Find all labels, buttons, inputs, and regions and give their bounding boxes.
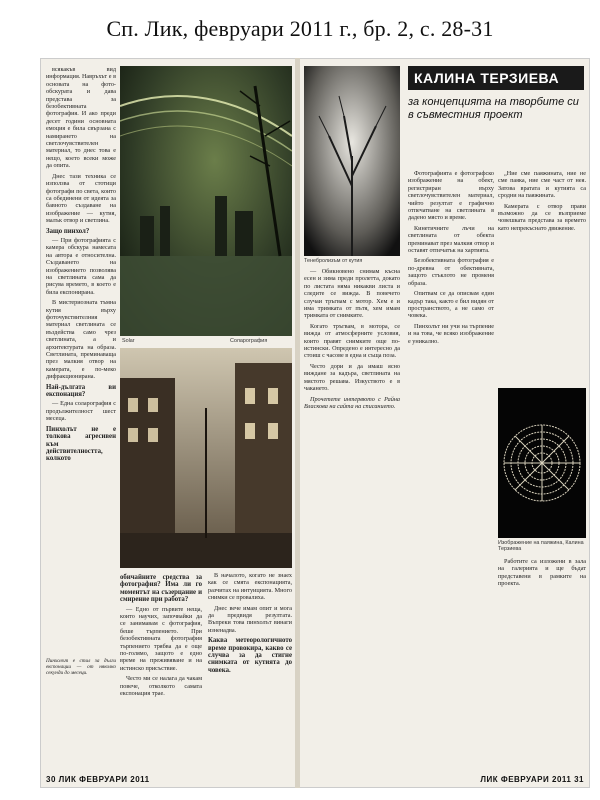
subhead: Каква метеорологичното време провокира, какво се случва за да стигне снимката от кутията до човека. <box>208 637 292 674</box>
page-number: 31 <box>574 775 584 784</box>
photo-caption-solar: Solar <box>122 338 135 344</box>
paragraph: — Една соларография с продължителност шест месеца. <box>46 400 116 423</box>
citation-header: Сп. Лик, февруари 2011 г., бр. 2, с. 28-31 <box>106 16 494 41</box>
article-subtitle: за концепцията на творбите си в съвместния проект <box>408 96 579 121</box>
page-number: 30 <box>46 775 56 784</box>
subhead: Най-дългата ви експонация? <box>46 383 116 399</box>
paragraph: Често ми се налага да чакам повече, отколкото самата експонация трае. <box>120 675 202 698</box>
magazine-name: ЛИК <box>58 775 77 784</box>
magazine-name: ЛИК <box>480 775 499 784</box>
left-footnote: Пинхолът е стил за дълги експонации — от няколко секунди до месеци. <box>46 658 116 677</box>
paragraph: Безобективната фотография е по-древна от обективната, защото стъклото не променя образа. <box>408 257 494 287</box>
photo-caption-solarography: Соларография <box>230 338 268 344</box>
paragraph: Пинхолът ни учи на търпение и на това, че всяко изображение е уникално. <box>408 322 494 345</box>
paragraph: — Едно от първите неща, които научих, започвайки да се занимавам с фотография, беше търпението. При безобективната фотография търпението трябва да е още по-голямо, защото е едно време на преживяване и на истинско присъствие. <box>120 605 202 672</box>
photo-spiral-web <box>498 388 586 538</box>
paragraph: Когато тръгвам, в мотора, се вижда от атмосферните условия, които правят снимките още по-истински. Опредено е интересно да стоиш с часове в една и съща поза. <box>304 322 400 360</box>
article-title: КАЛИНА ТЕРЗИЕВА <box>408 66 584 90</box>
magazine-spread <box>40 58 590 788</box>
right-column-3 <box>498 170 586 380</box>
paragraph: — Обикновено снимам късна есен и зима преди пролетта, докато по листата няма никакви листа и следите се вижда. В повечето случаи тръгвам с мотор. Хем е и има тримката от пътя, хем имам тримката от снимките. <box>304 268 400 320</box>
right-column-1 <box>304 268 400 768</box>
right-column-2 <box>408 170 494 770</box>
issue-date: ФЕВРУАРИ 2011 <box>79 775 150 784</box>
paragraph: Камерата с отвор прави възможно да се възприеме човешката представа за времето като непрекъснато движение. <box>498 202 586 232</box>
photo-caption-spiral: Изображение на паяжина, Калина Терзиева <box>498 540 584 552</box>
right-footer <box>480 775 584 784</box>
left-footer <box>46 775 150 784</box>
paragraph: „Ние сме паяжината, ние не сме паяка, ние сме част от нея. Затова вратата и кутията са сродни на паяжината. <box>498 170 586 200</box>
left-column-3 <box>208 572 292 772</box>
photo-street <box>120 348 292 568</box>
paragraph: Днес вече имам опит и мога да предвидя резултата. Въпреки това пинхолът винаги изненадва. <box>208 604 292 634</box>
photo-solarography <box>120 66 292 336</box>
credit-line: Прочетете интервюто с Райна Власкова на сайта на списанието. <box>304 395 400 410</box>
right-column-3b <box>498 558 586 768</box>
right-page <box>300 58 590 788</box>
paragraph: Фотографията е фотографско изображение на обект, регистриран върху светлочувствителен материал, чийто резултат е графично отпечатване на светлината в дадено място и време. <box>408 170 494 222</box>
paragraph: Работите са изложени в зала на галерията и ще бъдат представени в рамките на проекта. <box>498 558 586 588</box>
paragraph: Кинетичните лъчи на светлината от обекта преминават през малкия отвор и оставят отпечатък на хартията. <box>408 224 494 255</box>
paragraph: Днес тази техника се използва от стотици фотографи по света, които са обединени от идеята за бавното създаване на изображение — кутия, малък отвор и светлина. <box>46 172 116 225</box>
paragraph: В мистериозната тъмна кутия върху фоточувствителния материал светлината се въздейства само чрез светлината, а и архитектурата на образа. Светлината, преминаваща през малкия отвор на камерата, е по-меко дифракционирана. <box>46 299 116 381</box>
paragraph: В началото, когато не знаех как се смята експонацията, разчитах на интуицията. Много снимки се провалиха. <box>208 572 292 602</box>
subhead: обичайните средства за фотография? Има ли го моментът на съзерцание и смирение при работа? <box>120 574 202 604</box>
paragraph: — При фотографията с камера обскура намесата на автора е относителна. Създаването на изображението позволява на светлината сама да рисува времето, в което е била експонирана. <box>46 236 116 296</box>
issue-date: ФЕВРУАРИ 2011 <box>500 775 572 784</box>
photo-box-tree <box>304 66 400 256</box>
left-column-2 <box>120 572 202 772</box>
paragraph: Опитвам се да описвам един кадър така, както е бил видян от пространството, а не само от човека. <box>408 290 494 320</box>
left-page <box>40 58 295 788</box>
left-column-1 <box>46 66 116 626</box>
photo-caption-tree: Тенебролизъм от кутия <box>304 258 363 264</box>
article-title-block <box>408 66 584 166</box>
subhead: Пинхолът не е толкова агресивен към действителността, колкото <box>46 425 116 463</box>
subhead: Защо пинхол? <box>46 227 90 235</box>
paragraph: всякакъв вид информация. Навръхът е в основата на фото-обскурата и дава представа за безобективната фотография. И ако преди десет години основната емоция е била свързана с намирането на светлочувствителен материал, то днес това е нещо, което всеки може да опита. <box>46 66 116 170</box>
paragraph: Често дори и да имаш ясно виждане за кадъра, светлината на мястото решава. Изкуството е в чакането. <box>304 362 400 393</box>
